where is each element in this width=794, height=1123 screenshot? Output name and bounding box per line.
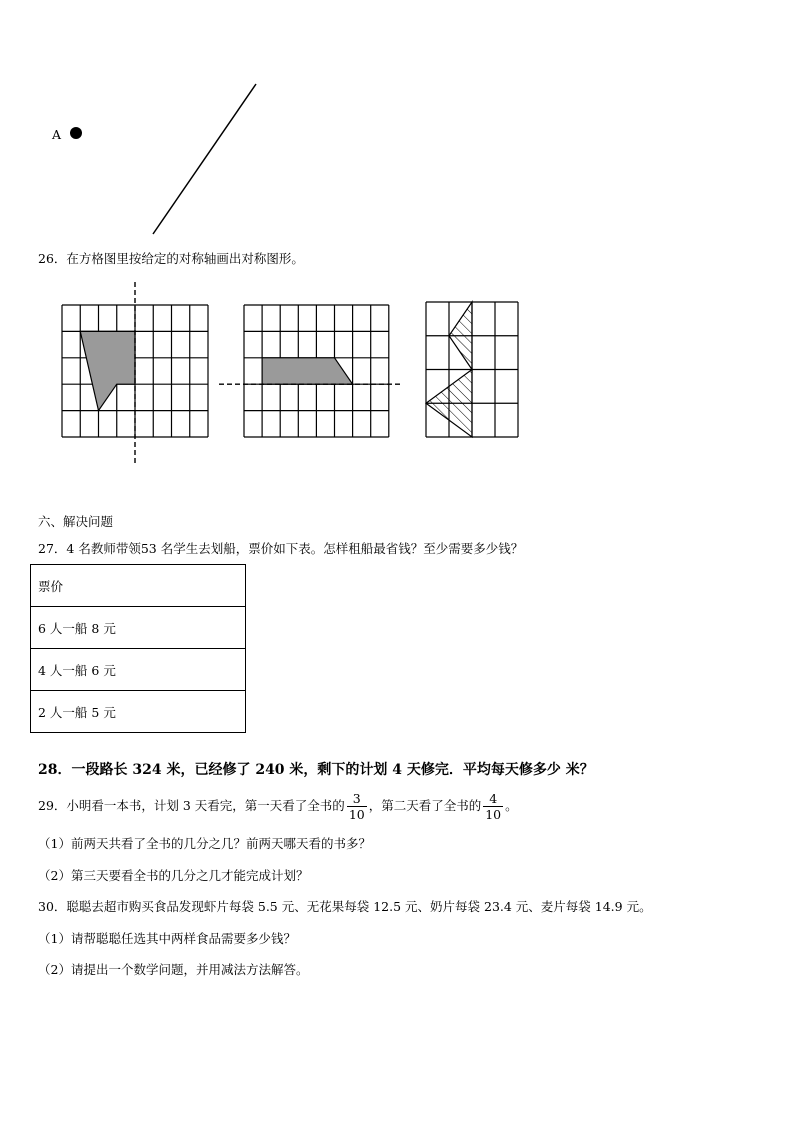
- question-27-number: 27．: [38, 541, 67, 556]
- table-cell: 4 人一船 6 元: [31, 649, 246, 691]
- question-29: [38, 790, 518, 824]
- question-26-number: 26．: [38, 251, 67, 266]
- question-26-text: 在方格图里按给定的对称轴画出对称图形。: [66, 251, 304, 266]
- fraction-1-denominator: 10: [348, 807, 365, 822]
- point-a-label: A: [52, 127, 62, 142]
- question-30-text: 聪聪去超市购买食品发现虾片每袋 5.5 元、无花果每袋 12.5 元、奶片每袋 23.4 元、麦片每袋 14.9 元。: [66, 899, 652, 914]
- question-29-sub-1: （1）前两天共看了全书的几分之几？前两天哪天看的书多？: [38, 836, 371, 851]
- question-30-sub-2: （2）请提出一个数学问题，并用减法方法解答。: [38, 962, 309, 977]
- table-cell: 2 人一船 5 元: [31, 691, 246, 733]
- section-title: 六、解决问题: [38, 514, 114, 529]
- question-30-number: 30．: [38, 899, 67, 914]
- question-29-text-a: 小明看一本书，计划 3 天看完，第一天看了全书的: [66, 798, 345, 813]
- shaded-shape: [80, 331, 135, 410]
- question-30-sub-1: （1）请帮聪聪任选其中两样食品需要多少钱？: [38, 931, 296, 946]
- hatched-triangle: [449, 302, 472, 370]
- table-row: [31, 691, 246, 733]
- grid-3: [426, 302, 518, 437]
- table-cell: 票价: [31, 565, 246, 607]
- table-row: [31, 649, 246, 691]
- question-28-number: 28．: [38, 762, 72, 778]
- question-29-text-b: ，第二天看了全书的: [368, 798, 482, 813]
- symmetry-grids: [0, 0, 794, 480]
- fraction-1-numerator: 3: [347, 791, 367, 807]
- fraction-2-numerator: 4: [483, 791, 503, 807]
- question-27-text: 4 名教师带领53 名学生去划船，票价如下表。怎样租船最省钱？至少需要多少钱？: [66, 541, 524, 556]
- fraction-1: [347, 791, 367, 822]
- question-29-text-c: 。: [505, 798, 518, 813]
- question-29-number: 29．: [38, 798, 67, 813]
- fraction-2-denominator: 10: [485, 807, 502, 822]
- fraction-2: [483, 791, 503, 822]
- grid-1: [62, 282, 208, 466]
- grid-2: [219, 305, 402, 437]
- price-table: [30, 564, 246, 733]
- question-27: [38, 541, 523, 557]
- table-cell: 6 人一船 8 元: [31, 607, 246, 649]
- table-row: [31, 565, 246, 607]
- question-29-sub-2: （2）第三天要看全书的几分之几才能完成计划？: [38, 868, 309, 883]
- shaded-shape: [262, 358, 353, 384]
- question-30: [38, 899, 652, 915]
- question-28-text: 一段路长 324 米，已经修了 240 米，剩下的计划 4 天修完．平均每天修多少 米？: [71, 762, 594, 778]
- question-28: [38, 761, 594, 779]
- table-row: [31, 607, 246, 649]
